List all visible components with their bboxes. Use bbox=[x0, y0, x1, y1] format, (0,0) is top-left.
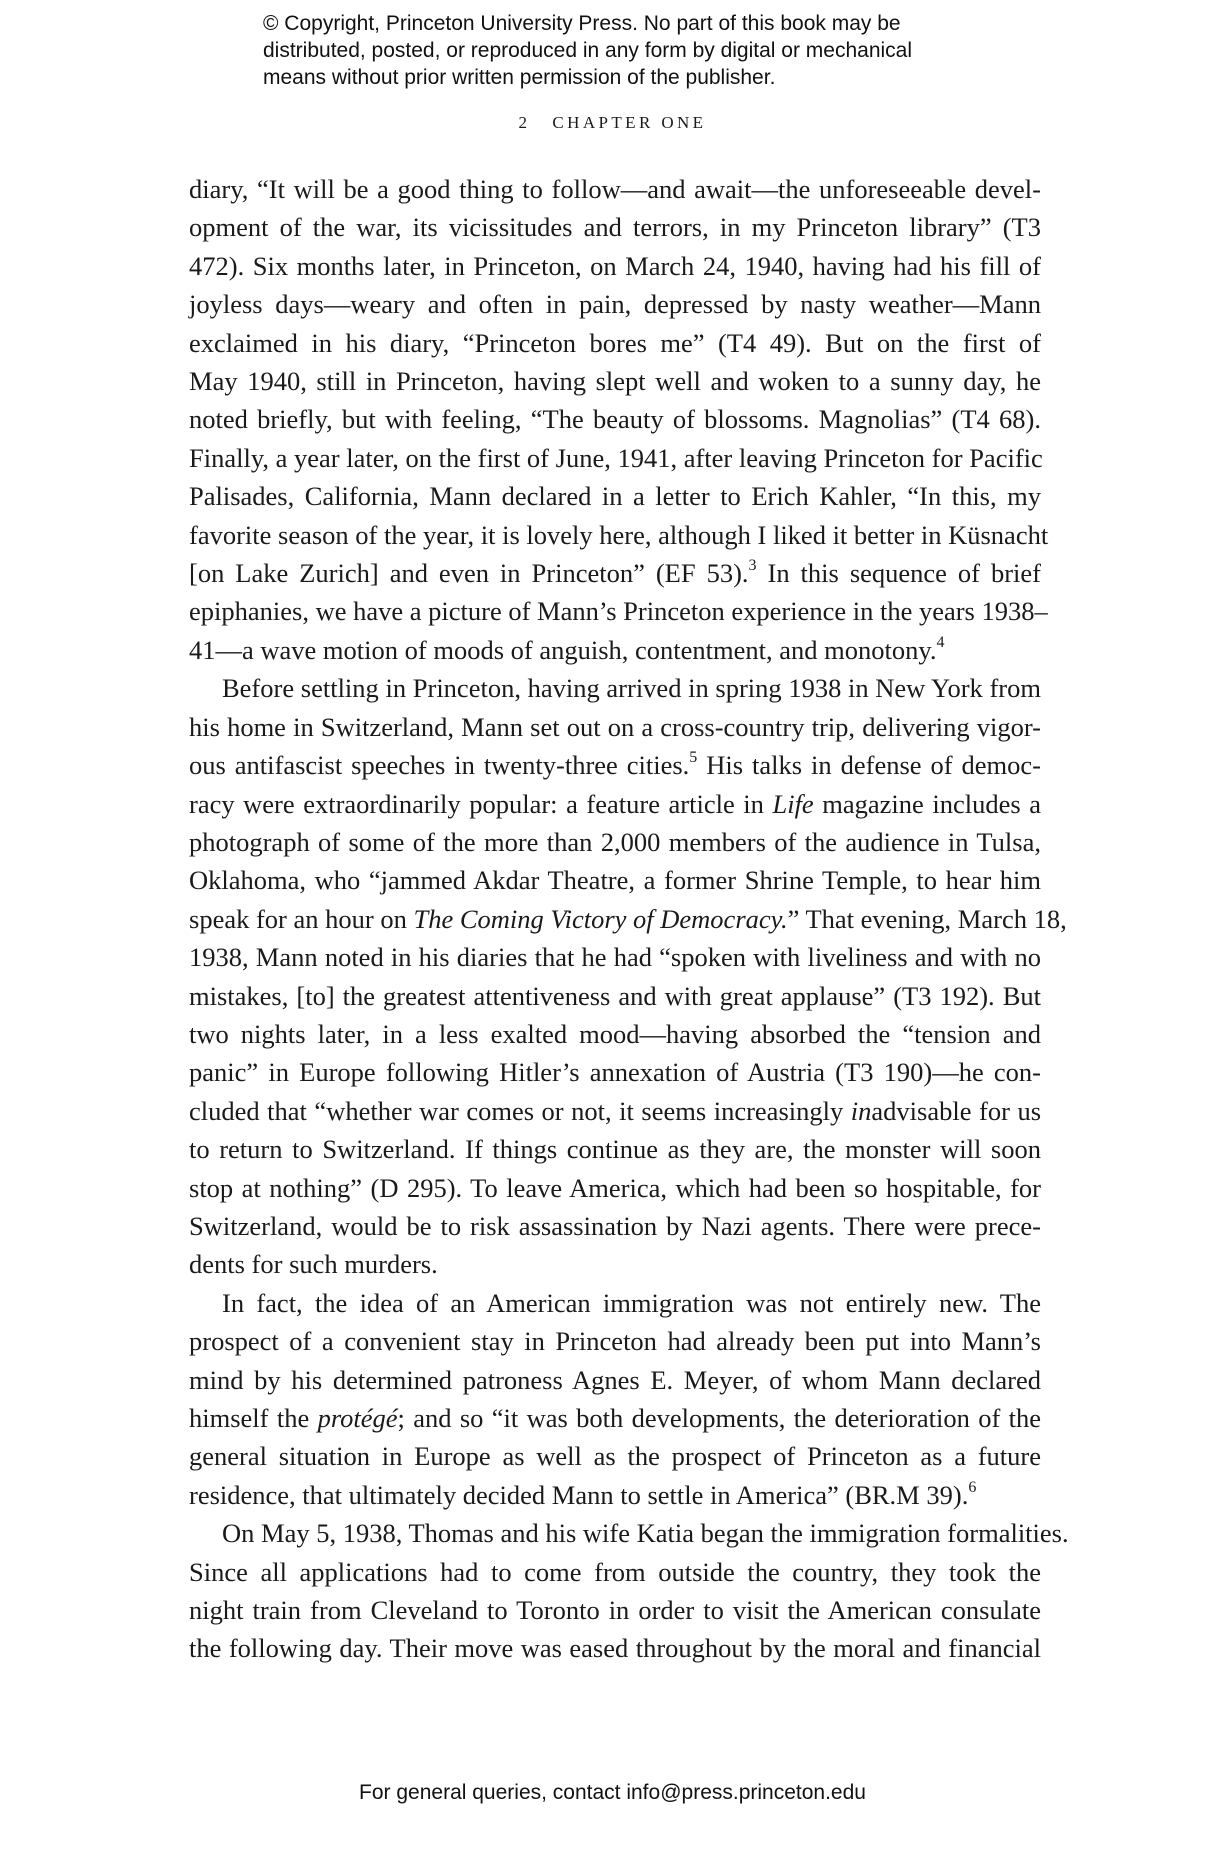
text-fragment: himself the bbox=[189, 1403, 318, 1433]
copyright-notice bbox=[263, 10, 963, 91]
text-line: panic” in Europe following Hitler’s annexation of Austria (T3 190)—he con- bbox=[189, 1057, 1041, 1088]
text-fragment: In this sequence of brief bbox=[756, 558, 1041, 589]
page-number: 2 bbox=[518, 113, 531, 132]
text-fragment: [on Lake Zurich] and even in Princeton” (EF 53). bbox=[189, 558, 749, 589]
text-line: night train from Cleveland to Toronto in order to visit the American consulate bbox=[189, 1595, 1041, 1626]
footnote-marker[interactable]: 3 bbox=[748, 557, 757, 575]
text-line bbox=[189, 1092, 1041, 1130]
text-line: epiphanies, we have a picture of Mann’s Princeton experience in the years 1938– bbox=[189, 596, 1048, 627]
footnote-marker[interactable]: 6 bbox=[968, 1478, 977, 1496]
text-line: photograph of some of the more than 2,000 members of the audience in Tulsa, bbox=[189, 826, 1041, 857]
text-line: mind by his determined patroness Agnes E. Meyer, of whom Mann declared bbox=[189, 1364, 1041, 1395]
text-line: two nights later, in a less exalted mood—having absorbed the “tension and bbox=[189, 1018, 1041, 1049]
text-line: Switzerland, would be to risk assassination by Nazi agents. There were prece- bbox=[189, 1210, 1041, 1241]
footnote-marker[interactable]: 4 bbox=[936, 634, 945, 652]
text-line: Palisades, California, Mann declared in a letter to Erich Kahler, “In this, my bbox=[189, 481, 1041, 512]
text-fragment: ” That evening, March 18, bbox=[787, 903, 1067, 934]
text-fragment: residence, that ultimately decided Mann to settle in America” (BR.M 39). bbox=[189, 1479, 969, 1510]
text-line: 472). Six months later, in Princeton, on March 24, 1940, having had his fill of bbox=[189, 250, 1041, 281]
text-line: favorite season of the year, it is lovely here, although I liked it better in Küsnacht bbox=[189, 519, 1049, 550]
chapter-title: CHAPTER ONE bbox=[552, 113, 707, 132]
text-line: Finally, a year later, on the first of June, 1941, after leaving Princeton for Pacific bbox=[189, 442, 1043, 473]
italic-title: Life bbox=[772, 788, 814, 819]
text-line: 1938, Mann noted in his diaries that he had “spoken with liveliness and with no bbox=[189, 942, 1041, 973]
paragraph bbox=[189, 1514, 1069, 1668]
text-line: opment of the war, its vicissitudes and terrors, in my Princeton library” (T3 bbox=[189, 212, 1041, 243]
paragraph bbox=[189, 1284, 1041, 1514]
copyright-line: © Copyright, Princeton University Press. No part of this book may be bbox=[263, 12, 901, 35]
text-fragment: ; and so “it was both developments, the deterioration of the bbox=[397, 1403, 1041, 1433]
paragraph bbox=[189, 170, 1049, 669]
text-fragment: racy were extraordinarily popular: a feature article in bbox=[189, 788, 773, 819]
text-fragment: His talks in defense of democ- bbox=[697, 750, 1041, 781]
text-fragment: advisable for us bbox=[871, 1095, 1042, 1126]
text-line: diary, “It will be a good thing to follow—and await—the unforeseeable devel- bbox=[189, 174, 1041, 204]
text-fragment: 41—a wave motion of moods of anguish, contentment, and monotony. bbox=[189, 634, 937, 665]
text-line bbox=[189, 631, 1041, 669]
text-line bbox=[189, 785, 1041, 823]
text-line: Since all applications had to come from outside the country, they took the bbox=[189, 1556, 1041, 1587]
text-line bbox=[189, 1476, 1041, 1514]
footer-contact: For general queries, contact info@press.princeton.edu bbox=[359, 1781, 866, 1804]
italic-emphasis: protégé bbox=[317, 1403, 398, 1433]
text-line: prospect of a convenient stay in Princeton had already been put into Mann’s bbox=[189, 1326, 1041, 1357]
body-text bbox=[189, 170, 1069, 1668]
text-line: Before settling in Princeton, having arrived in spring 1938 in New York from bbox=[222, 673, 1041, 704]
text-line: dents for such murders. bbox=[189, 1249, 438, 1280]
copyright-line: means without prior written permission of the publisher. bbox=[263, 66, 776, 89]
text-line: general situation in Europe as well as the prospect of Princeton as a future bbox=[189, 1441, 1041, 1472]
text-fragment: speak for an hour on bbox=[189, 903, 414, 934]
copyright-line: distributed, posted, or reproduced in any form by digital or mechanical bbox=[263, 39, 913, 62]
paragraph bbox=[189, 669, 1067, 1284]
text-line: mistakes, [to] the greatest attentiveness and with great applause” (T3 192). But bbox=[189, 980, 1041, 1011]
text-fragment: cluded that “whether war comes or not, it seems increasingly bbox=[189, 1095, 851, 1126]
text-line bbox=[189, 554, 1041, 592]
text-line: May 1940, still in Princeton, having slept well and woken to a sunny day, he bbox=[189, 366, 1041, 397]
text-line: joyless days—weary and often in pain, depressed by nasty weather—Mann bbox=[189, 289, 1041, 320]
text-line bbox=[189, 746, 1041, 784]
text-line: On May 5, 1938, Thomas and his wife Katia began the immigration formalities. bbox=[222, 1518, 1069, 1549]
italic-title: The Coming Victory of Democracy. bbox=[413, 903, 788, 934]
text-line: Oklahoma, who “jammed Akdar Theatre, a former Shrine Temple, to hear him bbox=[189, 865, 1041, 896]
text-fragment: magazine includes a bbox=[813, 788, 1041, 819]
running-head bbox=[0, 113, 1225, 133]
text-line: stop at nothing” (D 295). To leave America, which had been so hospitable, for bbox=[189, 1172, 1041, 1203]
text-line: noted briefly, but with feeling, “The beauty of blossoms. Magnolias” (T4 68). bbox=[189, 404, 1041, 435]
text-line bbox=[189, 1399, 1041, 1437]
text-line: exclaimed in his diary, “Princeton bores me” (T4 49). But on the first of bbox=[189, 327, 1041, 358]
text-fragment: ous antifascist speeches in twenty-three cities. bbox=[189, 750, 690, 781]
text-line bbox=[189, 900, 1067, 938]
italic-emphasis: in bbox=[850, 1095, 872, 1126]
text-line: to return to Switzerland. If things continue as they are, the monster will soon bbox=[189, 1134, 1041, 1165]
text-line: In fact, the idea of an American immigration was not entirely new. The bbox=[222, 1287, 1041, 1318]
text-line: his home in Switzerland, Mann set out on a cross-country trip, delivering vigor- bbox=[189, 711, 1041, 742]
text-line: the following day. Their move was eased throughout by the moral and financial bbox=[189, 1633, 1041, 1664]
footnote-marker[interactable]: 5 bbox=[689, 749, 698, 767]
